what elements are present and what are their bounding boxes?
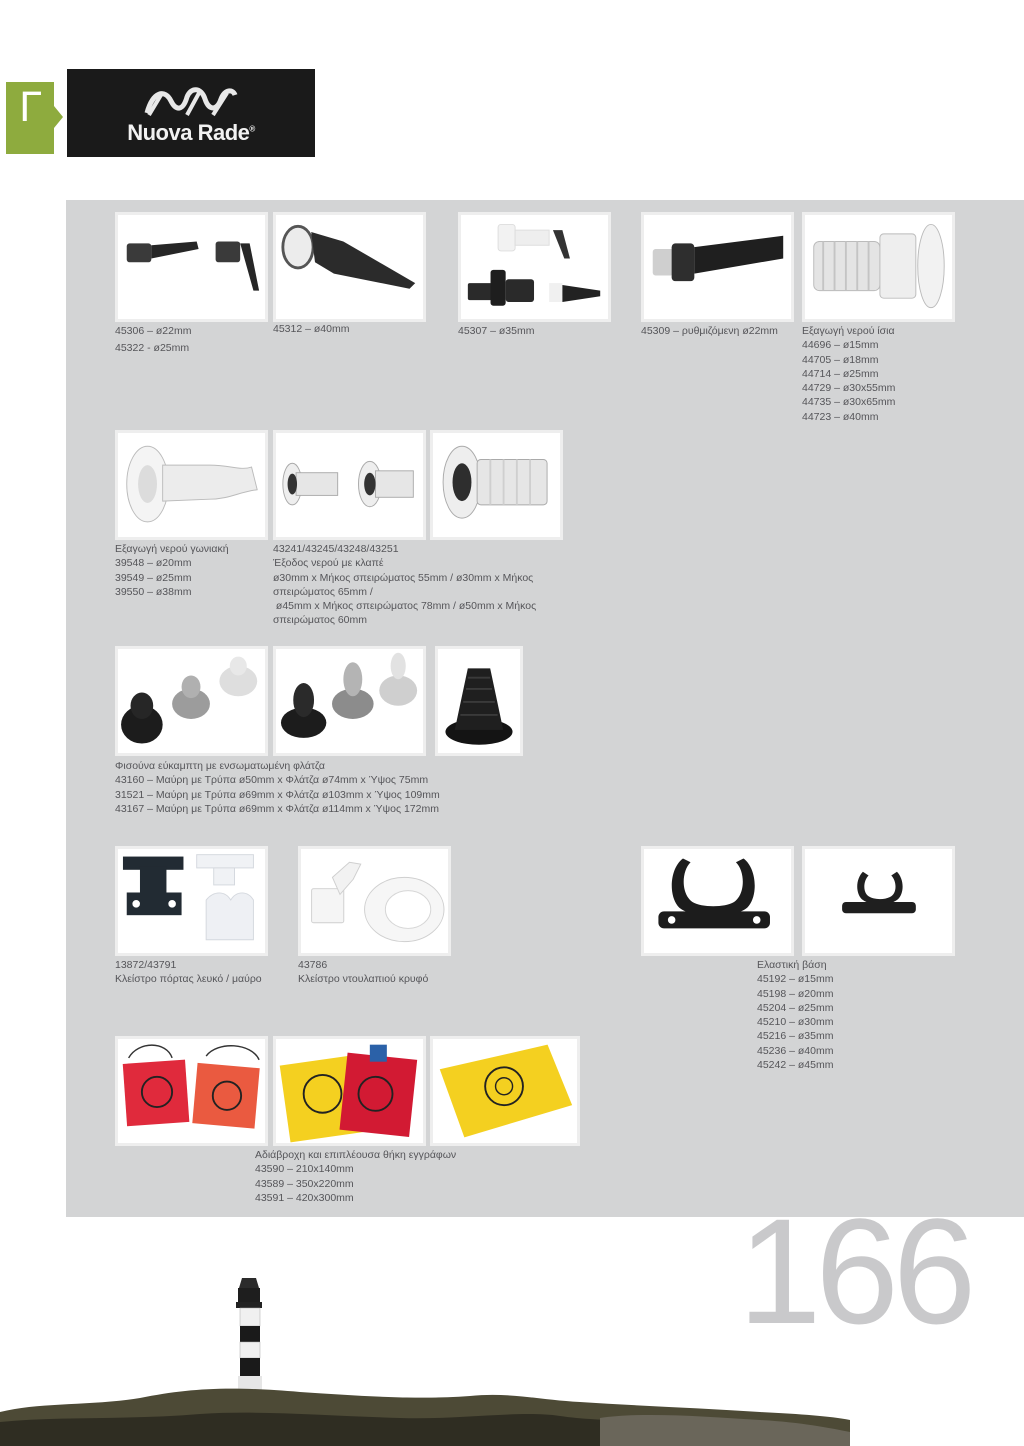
product-photo-document-pouch-large xyxy=(430,1036,580,1146)
caption-45306 xyxy=(115,324,191,356)
caption-line: 45192 – ø15mm xyxy=(757,973,834,986)
product-photo-door-latch xyxy=(115,846,268,956)
caption-line: 43590 – 210x140mm xyxy=(255,1163,354,1176)
caption-line: 45204 – ø25mm xyxy=(757,1001,834,1014)
page-number: 166 xyxy=(738,1187,971,1355)
caption-line: Έξοδος νερού με κλαπέ xyxy=(273,557,384,570)
product-photo-clip-small xyxy=(802,846,955,956)
product-photo-flexible-boot-set xyxy=(273,646,426,756)
caption-cabinet-latch xyxy=(298,958,428,987)
caption-line: 39548 – ø20mm xyxy=(115,557,192,570)
caption-line: 45306 – ø22mm xyxy=(115,325,192,337)
caption-line: 45198 – ø20mm xyxy=(757,987,834,1000)
product-photo-cabinet-latch xyxy=(298,846,451,956)
brand-mark-icon xyxy=(143,85,239,119)
caption-angled-outlet xyxy=(115,542,229,599)
caption-line: 44735 – ø30x65mm xyxy=(802,396,896,409)
product-photo-45307 xyxy=(458,212,611,322)
product-photo-clip-large xyxy=(641,846,794,956)
caption-line: 43167 – Μαύρη με Τρύπα ø69mm x Φλάτζα ø114mm x Ύψος 172mm xyxy=(115,802,439,815)
caption-line: 45210 – ø30mm xyxy=(757,1016,834,1029)
brand-name xyxy=(67,120,315,146)
caption-straight-outlet xyxy=(802,324,895,424)
product-photo-45312 xyxy=(273,212,426,322)
caption-line: Ελαστική βάση xyxy=(757,959,827,971)
caption-line: Αδιάβροχη και επιπλέουσα θήκη εγγράφων xyxy=(255,1149,457,1161)
caption-flexible-boot xyxy=(115,759,440,816)
product-photo-45306 xyxy=(115,212,268,322)
product-photo-document-pouch-red xyxy=(115,1036,268,1146)
caption-door-latch xyxy=(115,958,262,987)
caption-line: σπειρώματος 65mm / xyxy=(273,585,373,598)
caption-line: 45322 - ø25mm xyxy=(115,342,190,355)
caption-line: 44705 – ø18mm xyxy=(802,353,879,366)
caption-line: 45309 – ρυθμιζόμενη ø22mm xyxy=(641,325,778,337)
caption-line: 43589 – 350x220mm xyxy=(255,1177,354,1190)
caption-line: 44714 – ø25mm xyxy=(802,367,879,380)
section-tab-arrow xyxy=(54,106,63,128)
caption-line: Κλείστρο ντουλαπιού κρυφό xyxy=(298,973,429,986)
caption-line: 45216 – ø35mm xyxy=(757,1030,834,1043)
lighthouse-illustration xyxy=(0,1270,1024,1446)
caption-line: Εξαγωγή νερού γωνιακή xyxy=(115,543,229,555)
caption-line: 45236 – ø40mm xyxy=(757,1044,834,1057)
product-photo-outlet-flap-large xyxy=(430,430,563,540)
caption-line: 43160 – Μαύρη με Τρύπα ø50mm x Φλάτζα ø74mm x Ύψος 75mm xyxy=(115,774,429,787)
caption-line: 43591 – 420x300mm xyxy=(255,1191,354,1204)
caption-elastic-mount xyxy=(757,958,833,1072)
caption-line: ø45mm x Μήκος σπειρώματος 78mm / ø50mm x Μήκος xyxy=(273,600,537,613)
caption-45307 xyxy=(458,324,534,338)
caption-line: Φισούνα εύκαμπτη με ενσωματωμένη φλάτζα xyxy=(115,760,325,772)
caption-45309 xyxy=(641,324,778,338)
caption-line: Κλείστρο πόρτας λευκό / μαύρο xyxy=(115,973,262,986)
caption-line: 39550 – ø38mm xyxy=(115,585,192,598)
product-photo-flexible-boot-tall xyxy=(435,646,523,756)
product-photo-flexible-boot xyxy=(115,646,268,756)
caption-line: σπειρώματος 60mm xyxy=(273,614,368,627)
caption-document-pouch xyxy=(255,1148,456,1205)
brand-name-text: Nuova Rade xyxy=(127,120,250,145)
product-photo-straight-outlet xyxy=(802,212,955,322)
caption-line: 45242 – ø45mm xyxy=(757,1059,834,1072)
caption-line: 13872/43791 xyxy=(115,959,177,971)
caption-line: 44696 – ø15mm xyxy=(802,339,879,352)
caption-45312 xyxy=(273,322,349,336)
caption-line: 39549 – ø25mm xyxy=(115,571,192,584)
product-photo-45309 xyxy=(641,212,794,322)
caption-line: 45307 – ø35mm xyxy=(458,325,535,337)
product-photo-document-pouch-yellow xyxy=(273,1036,426,1146)
caption-line: 45312 – ø40mm xyxy=(273,323,350,335)
caption-line: 31521 – Μαύρη με Τρύπα ø69mm x Φλάτζα ø103mm x Ύψος 109mm xyxy=(115,788,440,801)
caption-line: 44723 – ø40mm xyxy=(802,410,879,423)
caption-line: ø30mm x Μήκος σπειρώματος 55mm / ø30mm x Μήκος xyxy=(273,571,534,584)
caption-line: 43241/43245/43248/43251 xyxy=(273,543,399,555)
registered-mark: ® xyxy=(249,124,255,134)
caption-line: Εξαγωγή νερού ίσια xyxy=(802,325,895,337)
caption-line: 44729 – ø30x55mm xyxy=(802,382,896,395)
caption-line: 43786 xyxy=(298,959,328,971)
product-photo-outlet-flap xyxy=(273,430,426,540)
section-letter: Γ xyxy=(18,85,42,131)
product-photo-angled-outlet xyxy=(115,430,268,540)
caption-outlet-flap xyxy=(273,542,536,628)
